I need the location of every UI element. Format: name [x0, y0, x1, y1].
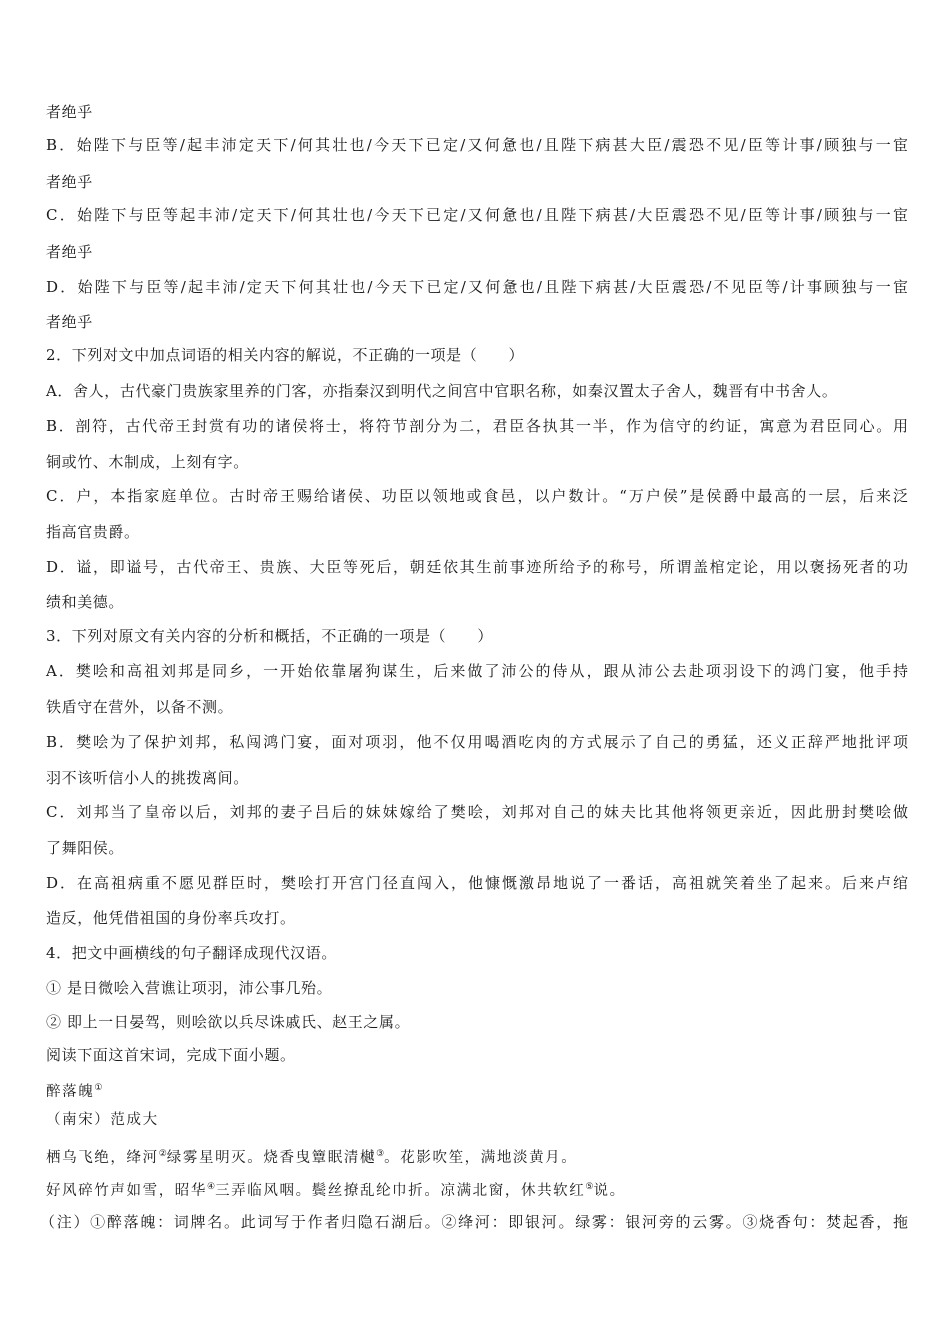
footnote-marker: ④ [207, 1182, 216, 1192]
poem-line-1: 栖乌飞绝，绛河②绿雾星明灭。烧香曳簟眠清樾③。花影吹笙，满地淡黄月。 [46, 1149, 578, 1166]
q2-option-c-tail: 指高官贵爵。 [46, 523, 140, 541]
q2-option-a: A．舍人，古代豪门贵族家里养的门客，亦指秦汉到明代之间宫中官职名称，如秦汉置太子舍人，魏晋有中书舍人。 [46, 382, 838, 400]
q2-option-b-tail: 铜或竹、木制成，上刻有字。 [46, 453, 249, 471]
q2-option-b: B．剖符，古代帝王封赏有功的诸侯将士，将符节剖分为二，君臣各执其一半，作为信守的约证，寓意为君臣同心。用 [46, 417, 908, 435]
q3-option-a-tail: 铁盾守在营外，以备不测。 [46, 698, 234, 716]
footnote-marker: ⑤ [585, 1182, 594, 1192]
q1-option-a-tail: 者绝乎 [46, 103, 93, 121]
q3-option-d: D．在高祖病重不愿见群臣时，樊哙打开宫门径直闯入，他慷慨激昂地说了一番话，高祖就笑着坐了起来。后来卢绾 [46, 874, 908, 892]
q4-item-2: ② 即上一日晏驾，则哙欲以兵尽诛戚氏、赵王之属。 [46, 1013, 411, 1031]
q1-option-b-tail: 者绝乎 [46, 173, 93, 191]
poem-author: （南宋）范成大 [46, 1112, 159, 1128]
q3-option-b-tail: 羽不该听信小人的挑拨离间。 [46, 769, 249, 787]
poem-title: 醉落魄① [46, 1083, 103, 1100]
poem-notes: （注）①醉落魄：词牌名。此词写于作者归隐石湖后。②绛河：即银河。绿雾：银河旁的云雾。③烧香句：焚起香，拖 [40, 1213, 908, 1231]
q2-stem: 2．下列对文中加点词语的相关内容的解说，不正确的一项是（ ） [46, 346, 525, 364]
q2-option-d: D．谥，即谥号，古代帝王、贵族、大臣等死后，朝廷依其生前事迹所给予的称号，所谓盖棺定论，用以褒扬死者的功 [46, 558, 908, 576]
q3-option-d-tail: 造反，他凭借祖国的身份率兵攻打。 [46, 909, 296, 927]
q4-stem: 4．把文中画横线的句子翻译成现代汉语。 [46, 944, 337, 962]
footnote-marker: ③ [376, 1149, 385, 1159]
q3-option-a: A．樊哙和高祖刘邦是同乡，一开始依靠屠狗谋生，后来做了沛公的侍从，跟从沛公去赴项羽设下的鸿门宴，他手持 [46, 662, 908, 680]
q1-option-c-tail: 者绝乎 [46, 243, 93, 261]
q1-option-b: B．始陛下与臣等/起丰沛定天下/何其壮也/今天下已定/又何惫也/且陛下病甚大臣/震恐不见/臣等计事/顾独与一宦 [46, 136, 909, 154]
poem-line-2: 好风碎竹声如雪，昭华④三弄临风咽。鬓丝撩乱纶巾折。凉满北窗，休共软红⑤说。 [46, 1182, 626, 1199]
q1-option-d: D．始陛下与臣等/起丰沛/定天下何其壮也/今天下已定/又何惫也/且陛下病甚/大臣震恐/不见臣等/计事顾独与一宦 [46, 278, 909, 296]
q4-item-1: ① 是日微哙入营谯让项羽，沛公事几殆。 [46, 979, 333, 997]
footnote-marker: ② [158, 1149, 167, 1159]
poem-intro: 阅读下面这首宋词，完成下面小题。 [46, 1046, 296, 1064]
q3-option-c: C．刘邦当了皇帝以后，刘邦的妻子吕后的妹妹嫁给了樊哙，刘邦对自己的妹夫比其他将领更亲近，因此册封樊哙做 [46, 803, 908, 821]
q1-option-d-tail: 者绝乎 [46, 313, 93, 331]
footnote-marker: ① [94, 1083, 103, 1093]
q3-stem: 3．下列对原文有关内容的分析和概括，不正确的一项是（ ） [46, 627, 493, 645]
q3-option-b: B．樊哙为了保护刘邦，私闯鸿门宴，面对项羽，他不仅用喝酒吃肉的方式展示了自己的勇猛，还义正辞严地批评项 [46, 733, 908, 751]
q2-option-c: C．户，本指家庭单位。古时帝王赐给诸侯、功臣以领地或食邑，以户数计。“万户侯”是侯爵中最高的一层，后来泛 [46, 487, 908, 505]
q1-option-c: C．始陛下与臣等起丰沛/定天下/何其壮也/今天下已定/又何惫也/且陛下病甚/大臣震恐不见/臣等计事/顾独与一宦 [46, 206, 909, 224]
q2-option-d-tail: 绩和美德。 [46, 593, 125, 611]
q3-option-c-tail: 了舞阳侯。 [46, 839, 125, 857]
